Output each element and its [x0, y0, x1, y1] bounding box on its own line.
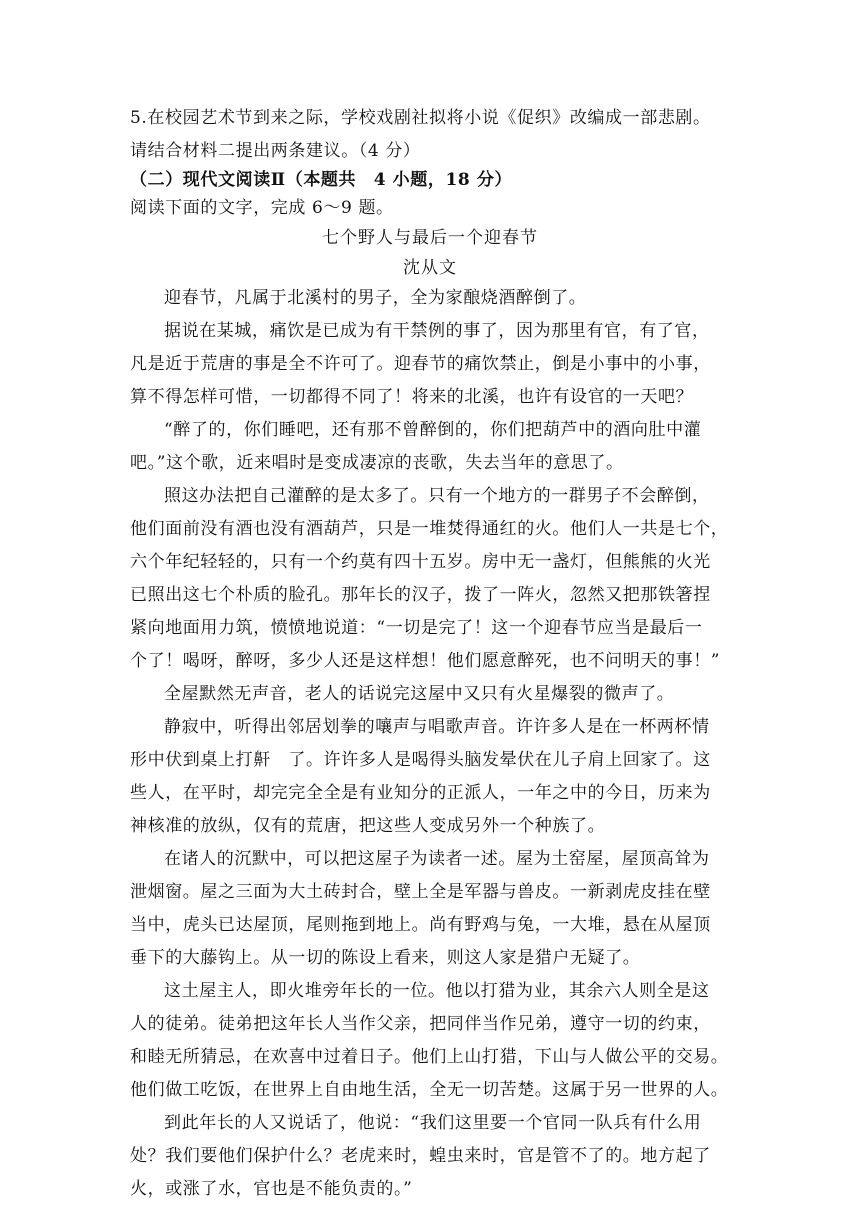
- question-5: [130, 102, 730, 168]
- paragraph-line: 全屋默然无声音，老人的话说完这屋中又只有火星爆裂的微声了。: [164, 684, 675, 704]
- paragraph-line: 吧。”这个歌，近来唱时是变成凄凉的丧歌，失去当年的意思了。: [130, 453, 624, 473]
- paragraph-line: 神核准的放纵，仅有的荒唐，把这些人变成另外一个种族了。: [130, 816, 606, 836]
- paragraph: [130, 975, 730, 1107]
- paragraph-line: 当中，虎头已达屋顶，尾则拖到地上。尚有野鸡与兔，一大堆，悬在从屋顶: [130, 915, 711, 935]
- paragraph-line: 这土屋主人，即火堆旁年长的一位。他以打猎为业，其余六人则全是这: [164, 981, 710, 1001]
- section-heading: （二）现代文阅读Ⅱ（本题共 4 小题，18 分）: [130, 170, 513, 190]
- paragraph-line: 已照出这七个朴质的脸孔。那年长的汉子，拨了一阵火，忽然又把那铁箸捏: [130, 585, 711, 605]
- paragraph-line: 照这办法把自己灌醉的是太多了。只有一个地方的一群男子不会醉倒，: [164, 486, 710, 506]
- paragraph-line: 个了！喝呀，醉呀，多少人还是这样想！他们愿意醉死，也不问明天的事！”: [130, 651, 721, 671]
- article-author: 沈从文: [403, 258, 457, 278]
- paragraph-line: 凡是近于荒唐的事是全不许可了。迎春节的痛饮禁止，倒是小事中的小事，: [130, 354, 711, 374]
- paragraph-line: 垂下的大藤钩上。从一切的陈设上看来，则这人家是猎户无疑了。: [130, 948, 641, 968]
- article-body: [130, 282, 730, 1206]
- question-line: 5.在校园艺术节到来之际，学校戏剧社拟将小说《促织》改编成一部悲剧。: [130, 108, 711, 128]
- question-line: 请结合材料二提出两条建议。（4 分）: [130, 141, 421, 161]
- paragraph-line: 据说在某城，痛饮是已成为有干禁例的事了，因为那里有官，有了官，: [164, 321, 710, 341]
- paragraph-line: “醉了的，你们睡吧，还有那不曾醉倒的，你们把葫芦中的酒向肚中灌: [164, 420, 702, 440]
- paragraph-line: 他们做工吃饭，在世界上自由地生活，全无一切苦楚。这属于另一世界的人。: [130, 1080, 729, 1100]
- paragraph: [130, 414, 730, 480]
- paragraph-line: 处？我们要他们保护什么？老虎来时，蝗虫来时，官是管不了的。地方起了: [130, 1146, 711, 1166]
- paragraph-line: 静寂中，听得出邻居划拳的嚷声与唱歌声音。许许多人是在一杯两杯情: [164, 717, 710, 737]
- paragraph: [130, 1107, 730, 1206]
- paragraph-line: 在诸人的沉默中，可以把这屋子为读者一述。屋为土窑屋，屋顶高耸为: [164, 849, 710, 869]
- paragraph-line: 他们面前没有酒也没有酒葫芦，只是一堆焚得通红的火。他们人一共是七个，: [130, 519, 729, 539]
- article-title: 七个野人与最后一个迎春节: [322, 228, 538, 248]
- paragraph-line: 和睦无所猜忌，在欢喜中过着日子。他们上山打猎，下山与人做公平的交易。: [130, 1047, 729, 1067]
- paragraph: [130, 678, 730, 711]
- paragraph-line: 算不得怎样可惜，一切都得不同了！将来的北溪，也许有设官的一天吧？: [130, 387, 694, 407]
- paragraph-line: 六个年纪轻轻的，只有一个约莫有四十五岁。房中无一盏灯，但熊熊的火光: [130, 552, 711, 572]
- paragraph-line: 火，或涨了水，官也是不能负责的。”: [130, 1179, 413, 1199]
- paragraph-line: 紧向地面用力筑，愤愤地说道：“一切是完了！这一个迎春节应当是最后一: [130, 618, 703, 638]
- paragraph-line: 迎春节，凡属于北溪村的男子，全为家酿烧酒醉倒了。: [164, 288, 587, 308]
- paragraph-line: 人的徒弟。徒弟把这年长人当作父亲，把同伴当作兄弟，遵守一切的约束，: [130, 1014, 711, 1034]
- paragraph: [130, 711, 730, 843]
- paragraph-line: 到此年长的人又说话了，他说：“我们这里要一个官同一队兵有什么用: [164, 1113, 702, 1133]
- paragraph: [130, 480, 730, 678]
- paragraph: [130, 315, 730, 414]
- paragraph: [130, 843, 730, 975]
- paragraph-line: 泄烟窗。屋之三面为大土砖封合，壁上全是军器与兽皮。一新剥虎皮挂在壁: [130, 882, 711, 902]
- reading-instruction: 阅读下面的文字，完成 6～9 题。: [130, 198, 394, 218]
- paragraph-line: 些人，在平时，却完完全全是有业知分的正派人，一年之中的今日，历来为: [130, 783, 711, 803]
- paragraph-line: 形中伏到桌上打鼾 了。许许多人是喝得头脑发晕伏在儿子肩上回家了。这: [130, 750, 711, 770]
- paragraph: [130, 282, 730, 315]
